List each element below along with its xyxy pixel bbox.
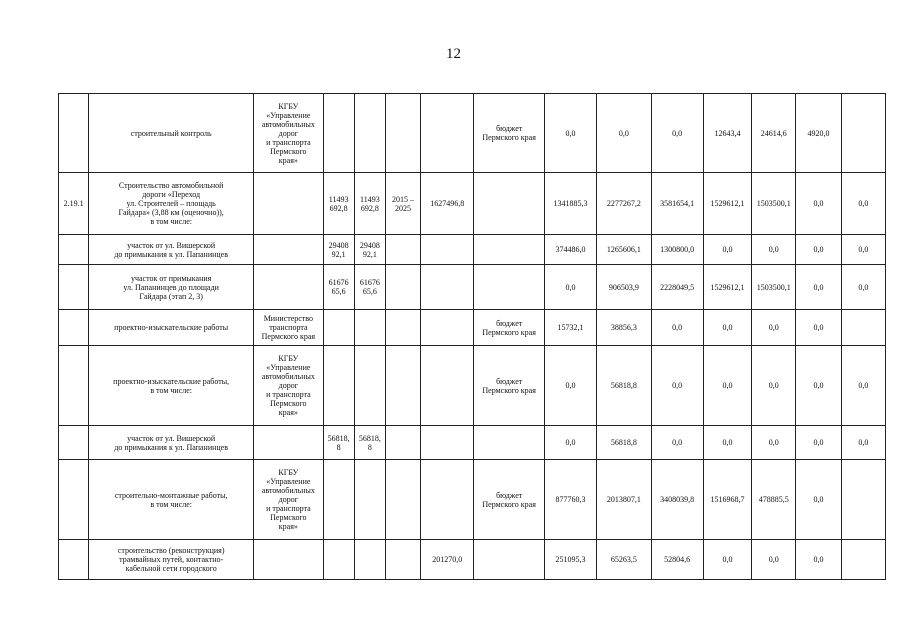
table-cell [841,310,885,346]
table-cell: 0,0 [544,346,596,426]
table-cell: 3408039,8 [651,460,703,540]
table-cell: 38856,3 [597,310,651,346]
table-cell [474,173,544,235]
table-cell: 0,0 [796,346,841,426]
table-cell: 1265606,1 [597,235,651,265]
table-cell: 0,0 [703,310,751,346]
table-cell: бюджет Пермского края [474,460,544,540]
table-cell [59,460,89,540]
table-cell [385,346,420,426]
table-cell: 4920,0 [796,94,841,173]
table-cell: 2.19.1 [59,173,89,235]
table-cell [421,235,474,265]
table-cell: 877760,3 [544,460,596,540]
table-cell [59,265,89,310]
table-cell: 1341885,3 [544,173,596,235]
table-cell: бюджет Пермского края [474,310,544,346]
table-cell: 0,0 [651,310,703,346]
table-row [59,265,886,310]
table-cell [254,173,323,235]
table-cell [421,265,474,310]
table-cell [323,346,354,426]
table-cell: 1516968,7 [703,460,751,540]
table-cell: 56818, 8 [354,426,385,460]
table-cell: участок от ул. Вишерской до примыкания к ул. Папанинцев [89,235,254,265]
table-cell: 0,0 [651,346,703,426]
table-cell [421,94,474,173]
table-cell: 11493 692,8 [323,173,354,235]
table-cell: 906503,9 [597,265,651,310]
table-cell: 61676 65,6 [354,265,385,310]
table-row [59,426,886,460]
table-cell: 0,0 [796,173,841,235]
table-cell: бюджет Пермского края [474,346,544,426]
table-cell: 0,0 [841,265,885,310]
table-row [59,346,886,426]
table-cell [841,460,885,540]
table-cell: 0,0 [544,94,596,173]
table-cell: 61676 65,6 [323,265,354,310]
table-cell [385,265,420,310]
table-cell [323,310,354,346]
table-cell: 1627496,8 [421,173,474,235]
table-cell: бюджет Пермского края [474,94,544,173]
table-cell: проектно-изыскательские работы, в том числе: [89,346,254,426]
table-cell [59,94,89,173]
table-cell: 0,0 [841,173,885,235]
table-cell [59,540,89,580]
table-cell: 0,0 [544,426,596,460]
table-cell [254,426,323,460]
table-cell: 2277267,2 [597,173,651,235]
table-cell [354,310,385,346]
table-cell: 2228049,5 [651,265,703,310]
table-cell: 374486,0 [544,235,596,265]
table-row [59,540,886,580]
table-cell: КГБУ «Управление автомобильных дорог и транспорта Пермского края» [254,460,323,540]
table-cell: строительный контроль [89,94,254,173]
table-cell: 0,0 [796,265,841,310]
table-row [59,94,886,173]
table-cell [254,540,323,580]
table-cell [421,346,474,426]
page-number: 12 [446,46,461,62]
table-row [59,310,886,346]
table-cell: 0,0 [703,540,751,580]
table-cell: 56818,8 [597,426,651,460]
table-row [59,460,886,540]
table-row [59,235,886,265]
table-cell: 15732,1 [544,310,596,346]
table-cell [59,426,89,460]
table-cell: 478885,5 [752,460,796,540]
table-cell: 2015 – 2025 [385,173,420,235]
program-table [58,93,886,580]
table-cell: 0,0 [544,265,596,310]
table-cell [421,460,474,540]
table-cell: Строительство автомобильной дороги «Переход ул. Строителей – площадь Гайдара» (3,88 км (оценочно)), в том числе: [89,173,254,235]
table-cell: 0,0 [651,426,703,460]
table-cell: 0,0 [703,235,751,265]
table-cell [254,265,323,310]
table-cell: строительно-монтажные работы, в том числе: [89,460,254,540]
table-cell: 1503500,1 [752,265,796,310]
table-cell: 0,0 [651,94,703,173]
table-cell: КГБУ «Управление автомобильных дорог и транспорта Пермского края» [254,346,323,426]
table-cell: 29408 92,1 [354,235,385,265]
table-cell: 65263,5 [597,540,651,580]
table-cell [841,94,885,173]
table-cell: 0,0 [841,235,885,265]
table-cell [385,94,420,173]
table-cell: 0,0 [752,346,796,426]
table-cell: проектно-изыскательские работы [89,310,254,346]
table-cell: 29408 92,1 [323,235,354,265]
table-cell: 2013807,1 [597,460,651,540]
table-cell: 0,0 [796,310,841,346]
table-cell: участок от ул. Вишерской до примыкания к ул. Папанинцев [89,426,254,460]
table-cell [421,426,474,460]
table-cell [354,460,385,540]
table-cell: участок от примыкания ул. Папанинцев до площади Гайдара (этап 2, 3) [89,265,254,310]
table-cell: 1300800,0 [651,235,703,265]
table-cell [59,346,89,426]
table-cell [323,94,354,173]
table-cell: 251095,3 [544,540,596,580]
table-cell [474,265,544,310]
table-cell: 0,0 [796,460,841,540]
table-cell [474,540,544,580]
table-cell [385,310,420,346]
table-cell: 1503500,1 [752,173,796,235]
table-cell [323,540,354,580]
table-cell: 0,0 [796,426,841,460]
table-cell: 0,0 [841,346,885,426]
table-cell: 3581654,1 [651,173,703,235]
table-cell: 0,0 [796,540,841,580]
table-cell [354,346,385,426]
table-cell: КГБУ «Управление автомобильных дорог и транспорта Пермского края» [254,94,323,173]
table-cell: Министерство транспорта Пермского края [254,310,323,346]
table-cell: 0,0 [752,235,796,265]
table-cell [474,426,544,460]
table-cell: строительство (реконструкция) трамвайных путей, контактно- кабельной сети городского [89,540,254,580]
table-cell [59,310,89,346]
table-cell [385,540,420,580]
table-cell [385,426,420,460]
table-cell [59,235,89,265]
table-cell: 0,0 [841,426,885,460]
table-cell [385,235,420,265]
table-cell: 56818,8 [597,346,651,426]
table-cell: 0,0 [752,540,796,580]
table-cell [474,235,544,265]
table-cell [254,235,323,265]
table-cell [841,540,885,580]
table-cell: 0,0 [796,235,841,265]
table-cell [323,460,354,540]
table-cell: 56818, 8 [323,426,354,460]
table-cell: 1529612,1 [703,173,751,235]
table-cell: 1529612,1 [703,265,751,310]
table-cell [354,540,385,580]
table-cell: 0,0 [703,426,751,460]
table-cell [385,460,420,540]
table-cell: 24614,6 [752,94,796,173]
table-cell: 52804,6 [651,540,703,580]
table-cell: 12643,4 [703,94,751,173]
table-row [59,173,886,235]
table-cell: 0,0 [752,310,796,346]
table-cell: 11493 692,8 [354,173,385,235]
table-cell: 201270,0 [421,540,474,580]
table-cell [421,310,474,346]
table-cell: 0,0 [703,346,751,426]
table-cell: 0,0 [752,426,796,460]
table-cell: 0,0 [597,94,651,173]
table-cell [354,94,385,173]
